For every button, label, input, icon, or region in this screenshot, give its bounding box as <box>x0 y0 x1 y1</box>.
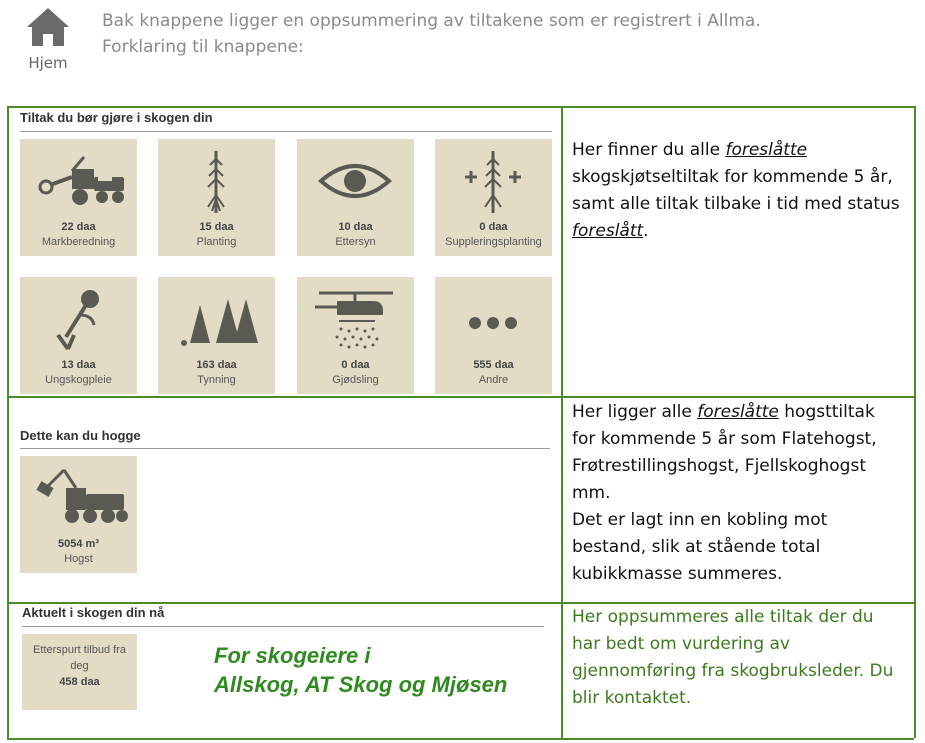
tile-label: Suppleringsplanting <box>445 236 542 248</box>
more-icon <box>435 285 552 353</box>
tile-label: Ungskogpleie <box>45 374 112 386</box>
section-title-suggested: Tiltak du bør gjøre i skogen din <box>20 110 213 125</box>
tile-value: 13 daa <box>61 359 96 371</box>
desc-emphasis: foreslåtte <box>725 140 808 160</box>
trees-icon <box>158 285 275 353</box>
eye-icon <box>297 147 414 215</box>
column-divider <box>561 106 563 738</box>
promo-text <box>214 641 507 699</box>
desc-text: Det er lagt inn en kobling mot bestand, slik at stående total kubikkmasse summeres. <box>572 510 828 584</box>
home-label: Hjem <box>28 54 68 72</box>
desc-text: Her ligger alle <box>572 402 698 422</box>
tractor-icon <box>20 147 137 215</box>
section-title-current: Aktuelt i skogen din nå <box>22 605 165 620</box>
brushcutter-icon <box>20 285 137 353</box>
intro-line-1: Bak knappene ligger en oppsummering av tiltakene som er registrert i Allma. <box>102 11 761 31</box>
tile-label: Gjødsling <box>332 374 379 386</box>
tile-value: 0 daa <box>479 221 508 233</box>
req-value: 458 daa <box>59 676 100 688</box>
home-icon <box>25 6 71 48</box>
tile-label: Hogst <box>64 553 93 565</box>
divider-3 <box>7 738 914 740</box>
promo-line-2: Allskog, AT Skog og Mjøsen <box>214 672 508 697</box>
desc-text: Her finner du alle <box>572 140 726 160</box>
tile-planting[interactable] <box>158 139 275 256</box>
desc-text: skogskjøtseltiltak for kommende 5 år, samt alle tiltak tilbake i tid med status <box>572 167 900 214</box>
tile-label: Planting <box>196 236 237 248</box>
tile-value: 163 daa <box>196 359 237 371</box>
section-rule <box>20 131 552 132</box>
desc-text: hogsttiltak for kommende 5 år som Flatehogst, Frøtrestillingshogst, Fjellskoghogst mm. <box>572 402 877 503</box>
seedling-icon <box>158 147 275 215</box>
tile-suppleringsplanting[interactable] <box>435 139 552 256</box>
desc-emphasis: foreslåtte <box>697 402 779 422</box>
intro-text <box>102 8 761 60</box>
tile-gjodsling[interactable] <box>297 277 414 394</box>
tile-value: 15 daa <box>199 221 234 233</box>
tile-label: Markberedning <box>41 236 116 248</box>
tile-tynning[interactable] <box>158 277 275 394</box>
tile-value: 0 daa <box>341 359 370 371</box>
desc-emphasis: foreslått <box>572 221 644 241</box>
desc-text: . <box>643 221 649 241</box>
req-line-2: deg <box>70 660 89 672</box>
tile-value: 5054 m³ <box>58 538 99 550</box>
section-title-harvest: Dette kan du hogge <box>20 428 141 443</box>
intro-line-2: Forklaring til knappene: <box>102 37 304 57</box>
tile-ungskogpleie[interactable] <box>20 277 137 394</box>
tile-value: 10 daa <box>338 221 373 233</box>
tile-value: 555 daa <box>473 359 514 371</box>
tile-etterspurt-tilbud[interactable] <box>22 634 137 710</box>
tile-andre[interactable] <box>435 277 552 394</box>
section-rule <box>20 448 550 449</box>
tile-label: Andre <box>478 374 509 386</box>
home-button[interactable] <box>22 6 74 72</box>
seedling-plus-icon <box>435 147 552 215</box>
section-rule <box>22 626 544 627</box>
section3-description: Her oppsummeres alle tiltak der du har bedt om vurdering av gjennomføring fra skogbruksleder. Du blir kontaktet. <box>572 607 894 708</box>
harvester-icon <box>20 464 137 532</box>
divider-1 <box>7 396 914 398</box>
promo-line-1: For skogeiere i <box>214 643 371 668</box>
section2-description <box>572 399 902 588</box>
tile-label: Tynning <box>197 374 236 386</box>
tile-ettersyn[interactable] <box>297 139 414 256</box>
tile-label: Ettersyn <box>335 236 376 248</box>
helicopter-icon <box>297 285 414 353</box>
tile-markberedning[interactable] <box>20 139 137 256</box>
tile-hogst[interactable] <box>20 456 137 573</box>
req-line-1: Etterspurt tilbud fra <box>33 644 126 656</box>
section1-description <box>572 137 902 245</box>
tile-value: 22 daa <box>61 221 96 233</box>
